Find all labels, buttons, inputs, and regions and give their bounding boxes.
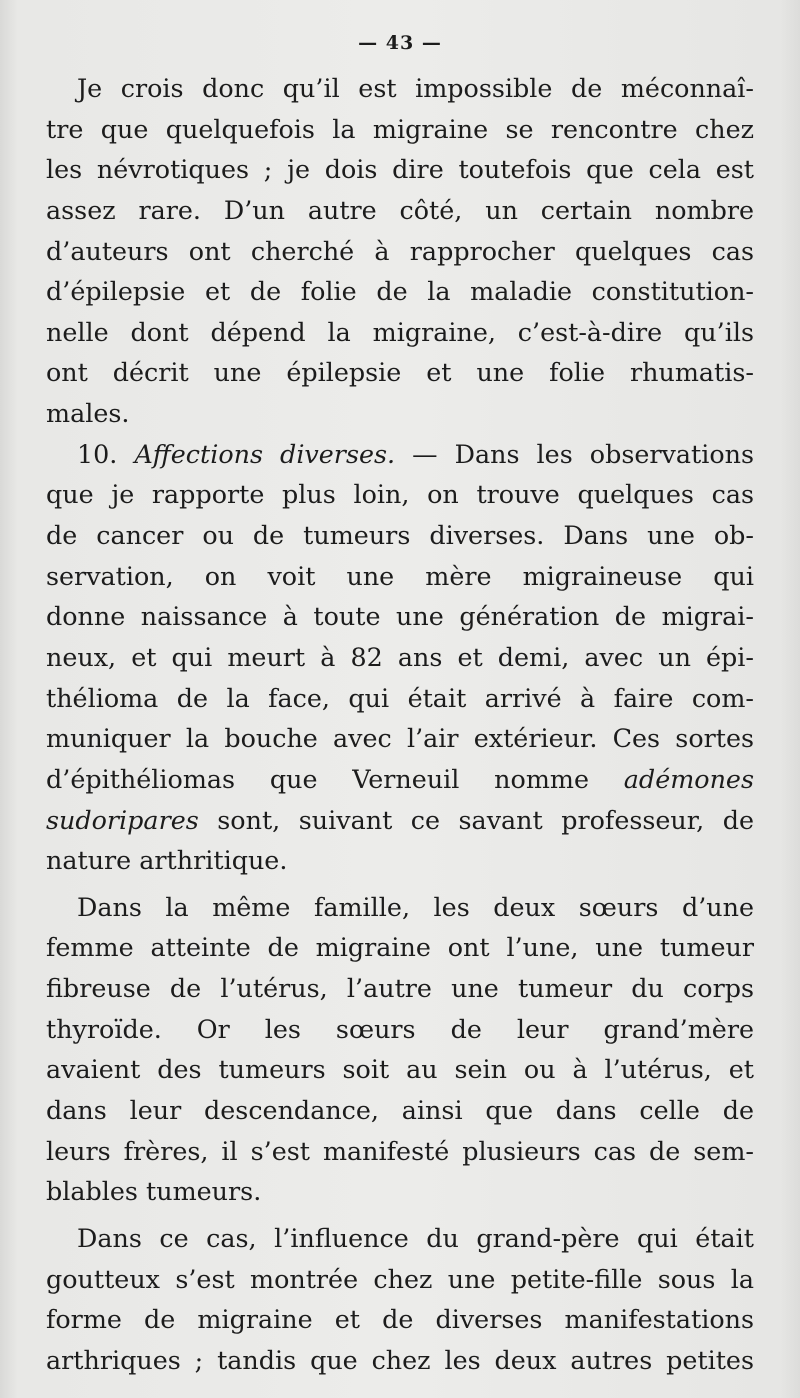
paragraph-1-line: d’auteurs ont cherché à rapprocher quelques cas (46, 235, 754, 266)
paragraph-1-line: d’épilepsie et de folie de la maladie constitution- (46, 276, 754, 307)
line-text: d’épithéliomas que Verneuil nomme (46, 763, 624, 794)
italic-term: adémones (623, 763, 754, 794)
paragraph-2-line: neux, et qui meurt à 82 ans et demi, avec un épi- (46, 641, 754, 672)
paragraph-2-line: servation, on voit une mère migraineuse qui (46, 560, 754, 591)
paragraph-1-line: ont décrit une épilepsie et une folie rhumatis- (46, 357, 754, 388)
paragraph-2-line: thélioma de la face, qui était arrivé à faire com- (46, 682, 754, 713)
paragraph-1-line: tre que quelquefois la migraine se rencontre chez (46, 113, 754, 144)
paragraph-2-line (46, 759, 754, 800)
paragraph-3-line: leurs frères, il s’est manifesté plusieurs cas de sem- (46, 1135, 754, 1166)
section-number: 10. (77, 438, 135, 469)
paragraph-1-line: assez rare. D’un autre côté, un certain nombre (46, 194, 754, 225)
paragraph-4-line: arthriques ; tandis que chez les deux autres petites (46, 1344, 754, 1375)
paragraph-4-line: Dans ce cas, l’influence du grand-père qui était (77, 1222, 754, 1253)
paragraph-3-line: femme atteinte de migraine ont l’une, une tumeur (46, 932, 754, 963)
paragraph-1-line: les névrotiques ; je dois dire toutefois que cela est (46, 154, 754, 185)
paragraph-4-line: goutteux s’est montrée chez une petite-fille sous la (46, 1263, 754, 1294)
paragraph-3-line: blables tumeurs. (46, 1176, 262, 1207)
paragraph-2-line: nature arthritique. (46, 845, 288, 876)
paragraph-4-line: forme de migraine et de diverses manifestations (46, 1304, 754, 1335)
section-heading-rest: — Dans les observations (395, 438, 754, 469)
paragraph-2-line (46, 800, 754, 841)
paragraph-2-line: que je rapporte plus loin, on trouve quelques cas (46, 479, 754, 510)
paragraph-2-line: de cancer ou de tumeurs diverses. Dans une ob- (46, 520, 754, 551)
paragraph-1-line: nelle dont dépend la migraine, c’est-à-dire qu’ils (46, 316, 754, 347)
paragraph-1-line: males. (46, 398, 130, 429)
italic-term: sudoripares (46, 804, 199, 835)
section-heading-line (46, 434, 754, 475)
paragraph-2-line: donne naissance à toute une génération de migrai- (46, 601, 754, 632)
paragraph-3-line: fibreuse de l’utérus, l’autre une tumeur du corps (46, 973, 754, 1004)
page-body (46, 68, 754, 1381)
paragraph-2-line: muniquer la bouche avec l’air extérieur. Ces sortes (46, 723, 754, 754)
paragraph-3-line: dans leur descendance, ainsi que dans celle de (46, 1095, 754, 1126)
paragraph-3-line: Dans la même famille, les deux sœurs d’une (77, 891, 754, 922)
line-text: sont, suivant ce savant professeur, de (198, 804, 754, 835)
paragraph-3-line: thyroïde. Or les sœurs de leur grand’mère (46, 1013, 754, 1044)
page-number: — 43 — (358, 32, 442, 54)
section-title: Affections diverses. (134, 438, 396, 469)
paragraph-1-line: Je crois donc qu’il est impossible de méconnaî- (77, 73, 754, 103)
paragraph-3-line: avaient des tumeurs soit au sein ou à l’utérus, et (46, 1054, 754, 1085)
